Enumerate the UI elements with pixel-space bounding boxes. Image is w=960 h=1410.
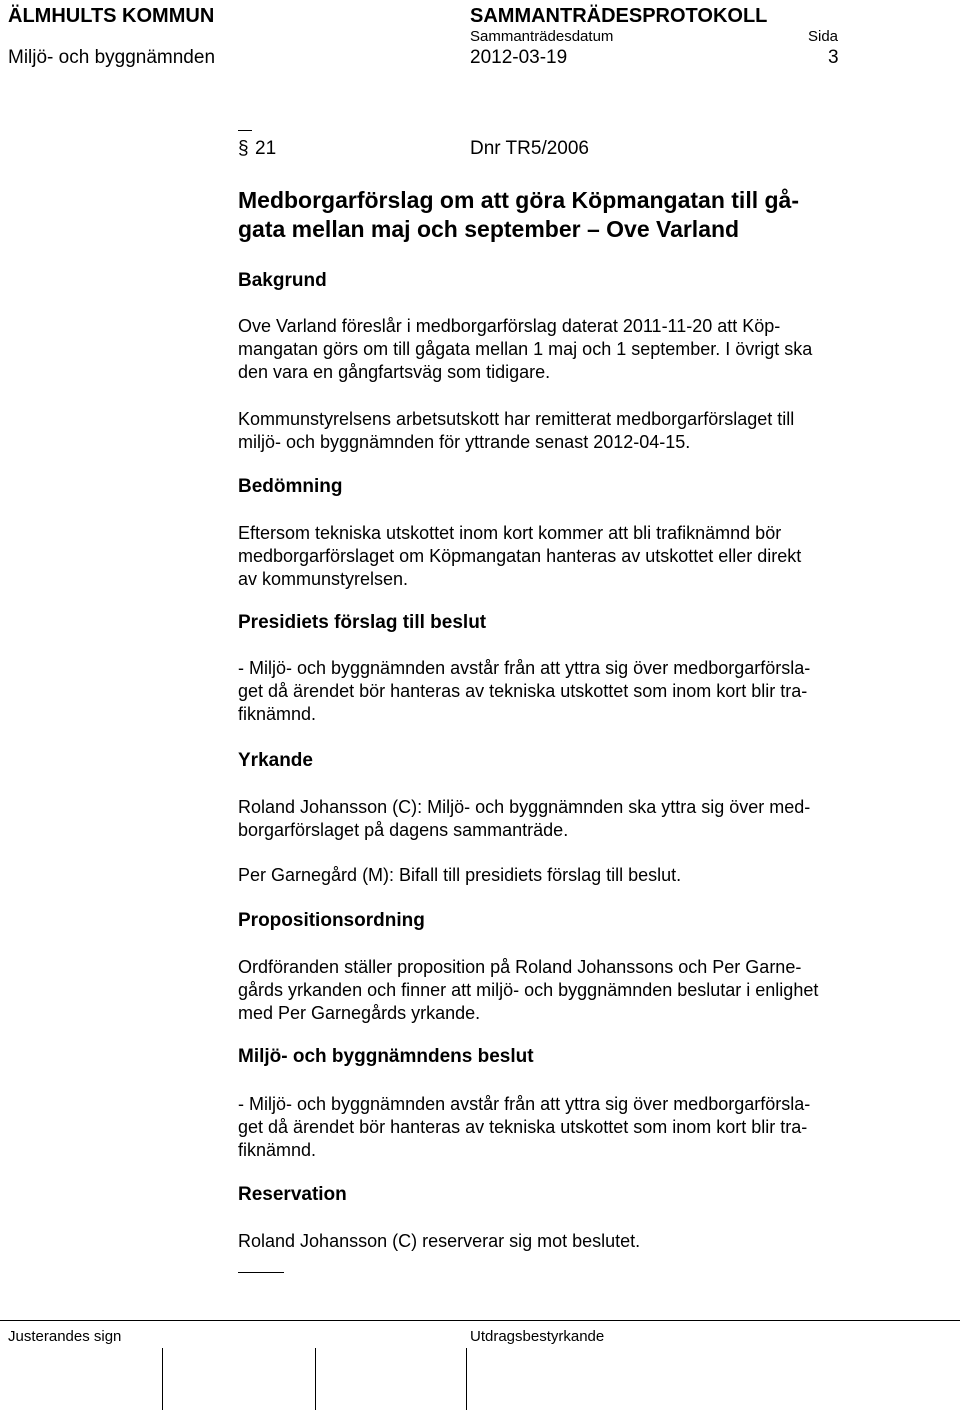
heading-presidiet: Presidiets förslag till beslut — [238, 612, 487, 633]
page-number: 3 — [828, 47, 839, 68]
end-rule — [238, 1272, 284, 1273]
municipality-name: ÄLMHULTS KOMMUN — [8, 5, 215, 27]
document-type: SAMMANTRÄDESPROTOKOLL — [470, 5, 768, 27]
committee-name: Miljö- och byggnämnden — [8, 47, 216, 68]
dnr: Dnr TR5/2006 — [470, 138, 589, 159]
bakgrund-paragraph-1: Ove Varland föreslår i medborgarförslag daterat 2011-11-20 att Köp- mangatan görs om till gågata mellan 1 maj och 1 september. I övrigt ska den vara en gångfartsväg som tidigare. — [238, 316, 813, 382]
section-sign — [238, 130, 252, 131]
proposition-paragraph: Ordföranden ställer proposition på Roland Johanssons och Per Garne- gårds yrkanden och finner att miljö- och byggnämnden beslutar i enlighet med Per Garnegårds yrkande. — [238, 957, 819, 1023]
item-number: 21 — [255, 138, 277, 159]
reservation-paragraph: Roland Johansson (C) reserverar sig mot beslutet. — [238, 1231, 641, 1251]
footer-justerandes-sign: Justerandes sign — [8, 1328, 122, 1345]
item-title — [238, 186, 898, 244]
heading-yrkande: Yrkande — [238, 750, 313, 771]
yrkande-paragraph-2: Per Garnegård (M): Bifall till presidiets förslag till beslut. — [238, 865, 682, 885]
beslut-paragraph: - Miljö- och byggnämnden avstår från att yttra sig över medborgarförsla- get då ärendet bör hanteras av tekniska utskottet som inom kort blir tra- fiknämnd. — [238, 1094, 811, 1160]
footer-divider-1 — [162, 1348, 163, 1410]
footer-top-rule — [0, 1320, 960, 1321]
heading-bakgrund: Bakgrund — [238, 270, 327, 291]
heading-bedomning: Bedömning — [238, 476, 343, 497]
presidiet-paragraph: - Miljö- och byggnämnden avstår från att yttra sig över medborgarförsla- get då ärendet bör hanteras av tekniska utskottet som inom kort blir tra- fiknämnd. — [238, 658, 811, 724]
date-label: Sammanträdesdatum — [470, 28, 614, 45]
title-line-2: gata mellan maj och september – Ove Varland — [238, 216, 740, 242]
page-label: Sida — [808, 28, 839, 45]
heading-proposition: Propositionsordning — [238, 910, 425, 931]
heading-beslut: Miljö- och byggnämndens beslut — [238, 1046, 534, 1067]
bakgrund-paragraph-2: Kommunstyrelsens arbetsutskott har remitterat medborgarförslaget till miljö- och byggnämnden för yttrande senast 2012-04-15. — [238, 409, 795, 452]
footer-divider-2 — [315, 1348, 316, 1410]
heading-reservation: Reservation — [238, 1184, 347, 1205]
footer-divider-3 — [466, 1348, 467, 1410]
yrkande-paragraph-1: Roland Johansson (C): Miljö- och byggnämnden ska yttra sig över med- borgarförslaget på dagens sammanträde. — [238, 797, 811, 840]
title-line-1: Medborgarförslag om att göra Köpmangatan till gå- — [238, 187, 799, 213]
footer-utdragsbestyrkande: Utdragsbestyrkande — [470, 1328, 605, 1345]
section-sign-glyph: § — [238, 138, 249, 159]
bedomning-paragraph: Eftersom tekniska utskottet inom kort kommer att bli trafiknämnd bör medborgarförslaget om Köpmangatan hanteras av utskottet eller direkt av kommunstyrelsen. — [238, 523, 802, 589]
meeting-date: 2012-03-19 — [470, 47, 568, 68]
